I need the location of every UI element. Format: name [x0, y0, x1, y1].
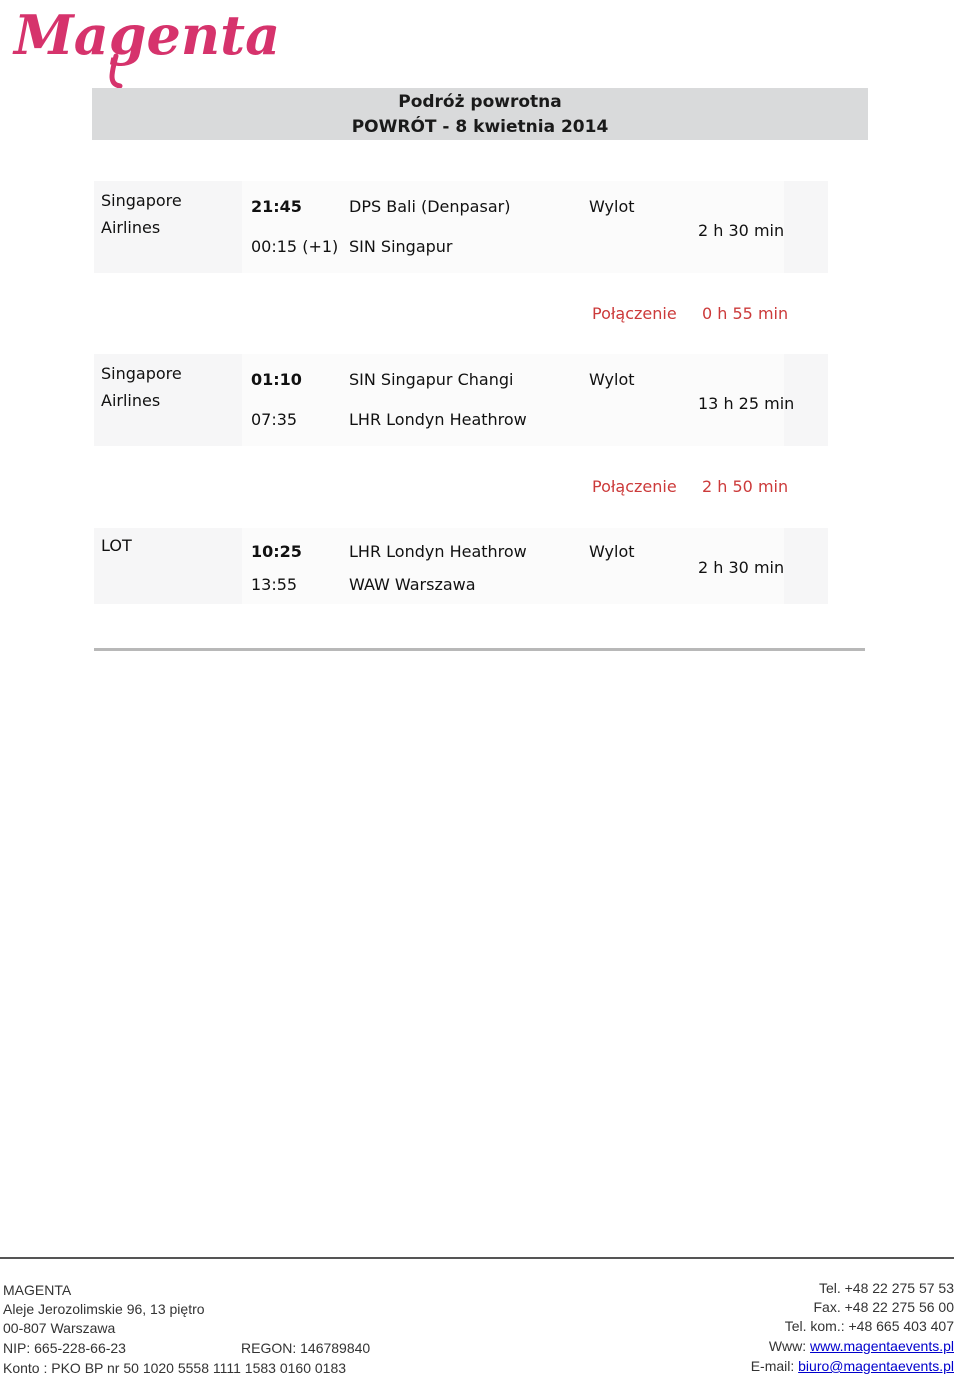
departure-time: 21:45	[251, 197, 302, 216]
airline: Singapore Airlines	[101, 191, 182, 237]
footer-company: MAGENTA	[3, 1282, 72, 1298]
footer-email-row	[751, 1358, 954, 1374]
divider	[94, 648, 865, 651]
departure-time: 01:10	[251, 370, 302, 389]
airline: Singapore Airlines	[101, 364, 182, 410]
arrival-airport: SIN Singapur	[349, 237, 453, 256]
footer-nip: NIP: 665-228-66-23	[3, 1340, 126, 1356]
footer-regon: REGON: 146789840	[241, 1340, 371, 1356]
arrival-time: 00:15 (+1)	[251, 237, 339, 256]
flight-segment-3	[94, 528, 828, 604]
flight-segment-1	[94, 181, 828, 273]
arrival-airport: WAW Warszawa	[349, 575, 476, 594]
connection-duration: 0 h 55 min	[702, 304, 789, 323]
connection-label: Połączenie	[592, 304, 677, 323]
footer-fax: Fax. +48 22 275 56 00	[813, 1299, 954, 1315]
arrival-time: 07:35	[251, 410, 298, 429]
svg-text:Magenta: Magenta	[14, 3, 281, 67]
connection-label: Połączenie	[592, 477, 677, 496]
footer-mobile: Tel. kom.: +48 665 403 407	[784, 1318, 954, 1334]
footer-address2: 00-807 Warszawa	[3, 1320, 116, 1336]
footer-address1: Aleje Jerozolimskie 96, 13 piętro	[3, 1301, 205, 1317]
email-link[interactable]: biuro@magentaevents.pl	[798, 1358, 954, 1374]
airline: LOT	[101, 536, 132, 555]
segment-type: Wylot	[589, 197, 635, 216]
arrival-airport: LHR Londyn Heathrow	[349, 410, 527, 429]
departure-airport: LHR Londyn Heathrow	[349, 542, 527, 561]
footer-www-row	[769, 1338, 954, 1354]
flight-duration: 2 h 30 min	[698, 221, 785, 240]
departure-airport: SIN Singapur Changi	[349, 370, 514, 389]
email-label: E-mail:	[750, 1358, 795, 1374]
footer-divider	[0, 1257, 954, 1259]
trip-title: Podróż powrotna	[398, 92, 562, 112]
departure-time: 10:25	[251, 542, 302, 561]
footer-phone: Tel. +48 22 275 57 53	[818, 1280, 954, 1296]
website-link[interactable]: www.magentaevents.pl	[810, 1338, 954, 1354]
footer-bank-account: Konto : PKO BP nr 50 1020 5558 1111 1583 0160 0183	[3, 1360, 347, 1376]
segment-type: Wylot	[589, 542, 635, 561]
trip-date: POWRÓT - 8 kwietnia 2014	[351, 117, 609, 137]
departure-airport: DPS Bali (Denpasar)	[349, 197, 511, 216]
connection-duration: 2 h 50 min	[702, 477, 789, 496]
flight-duration: 13 h 25 min	[698, 394, 795, 413]
magenta-logo	[12, 2, 281, 88]
arrival-time: 13:55	[251, 575, 298, 594]
www-label: Www:	[768, 1338, 807, 1354]
segment-type: Wylot	[589, 370, 635, 389]
trip-header	[92, 88, 868, 140]
flight-segment-2	[94, 354, 828, 446]
flight-duration: 2 h 30 min	[698, 558, 785, 577]
